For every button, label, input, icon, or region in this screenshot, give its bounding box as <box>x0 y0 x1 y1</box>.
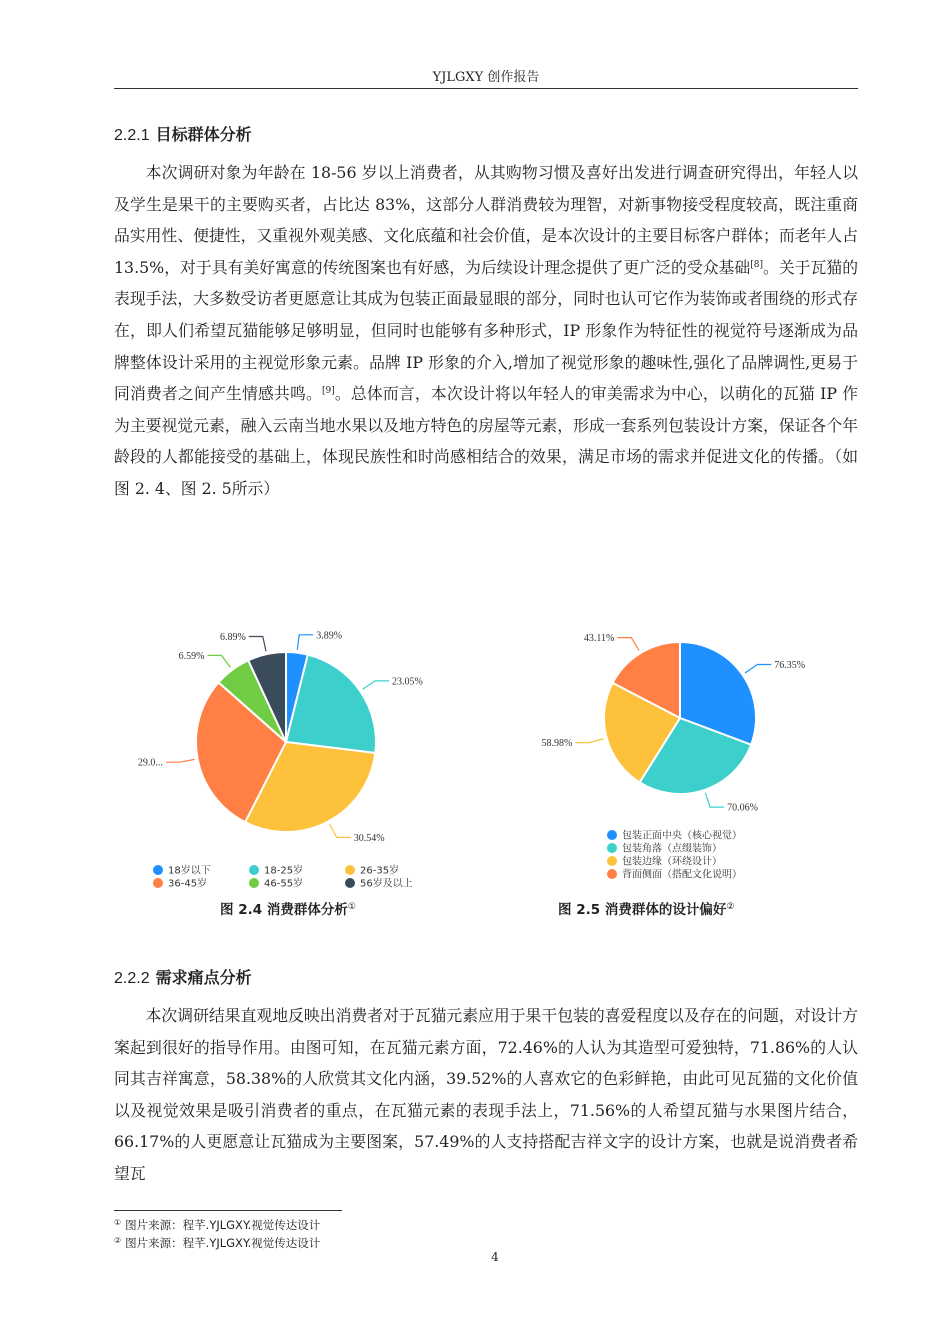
legend-label: 26-35岁 <box>360 865 400 877</box>
footnote-2 <box>114 1235 320 1251</box>
caption-footnote-mark: ① <box>347 902 356 912</box>
paragraph-text: 。关于瓦猫的表现手法，大多数受访者更愿意让其成为包装正面最显眼的部分，同时也认可它作为装饰或者围绕的形式存在，即人们希望瓦猫能够足够明显，但同时也能够有多种形式，IP 形象作为特征性的视觉符号逐渐成为品牌整体设计采用的主视觉形象元素。品牌 IP 形象的介入,增加了视觉形象的趣味性,强化了品牌调性,更易于同消费者之间产生情感共鸣。 <box>114 257 858 404</box>
page-number: 4 <box>491 1250 499 1264</box>
citation-mark: [9] <box>321 386 335 397</box>
legend-label: 56岁及以上 <box>360 878 413 890</box>
section-title-text: 目标群体分析 <box>155 125 252 144</box>
legend-swatch <box>345 878 355 888</box>
pie-leader-line <box>617 638 639 651</box>
legend-swatch <box>153 865 163 875</box>
citation-mark: [8] <box>750 259 763 270</box>
design-preference-pie-svg <box>520 600 840 895</box>
legend-label: 46-55岁 <box>264 878 304 890</box>
pie-leader-line <box>208 655 231 667</box>
design-preference-pie-chart <box>520 600 840 895</box>
legend-label: 背面侧面（搭配文化说明） <box>622 869 742 881</box>
pie-data-label: 29.0... <box>137 757 163 769</box>
pie-data-label: 23.05% <box>392 676 423 688</box>
pie-leader-line <box>575 739 604 743</box>
pie-data-label: 3.89% <box>316 630 343 642</box>
footnote-text: 图片来源：程芊.YJLGXY.视觉传达设计 <box>125 1218 321 1232</box>
legend-swatch <box>607 856 617 866</box>
legend-label: 包装角落（点缀装饰） <box>622 843 722 855</box>
pie-data-label: 43.11% <box>583 633 615 645</box>
section-title-2-2-1 <box>114 122 252 145</box>
caption-text: 图 2.4 消费群体分析 <box>220 902 348 918</box>
footnote-1 <box>114 1217 320 1233</box>
legend-swatch <box>153 878 163 888</box>
legend-label: 包装正面中央（核心视觉） <box>622 830 742 842</box>
pie-data-label: 30.54% <box>353 832 385 844</box>
footnote-rule <box>114 1210 342 1211</box>
pie-data-label: 58.98% <box>541 738 573 750</box>
legend-swatch <box>607 869 617 879</box>
pie-leader-line <box>297 635 313 650</box>
pie-leader-line <box>705 793 724 807</box>
legend-label: 36-45岁 <box>168 878 208 890</box>
legend-swatch <box>345 865 355 875</box>
age-group-pie-chart <box>110 600 450 895</box>
paragraph-text: 本次调研对象为年龄在 18-56 岁以上消费者，从其购物习惯及喜好出发进行调查研究得出，年轻人以及学生是果干的主要购买者，占比达 83%，这部分人群消费较为理智，对新事物接受程度较高，既注重商品实用性、便捷性，又重视外观美感、文化底蕴和社会价值，是本次设计的主要目标客户群体；而老年人占 13.5%，对于具有美好寓意的传统图案也有好感，为后续设计理念提供了更广泛的受众基础 <box>114 163 858 277</box>
caption-footnote-mark: ② <box>726 902 735 912</box>
legend-swatch <box>249 878 259 888</box>
pie-data-label: 6.59% <box>178 650 205 662</box>
legend-swatch <box>607 843 617 853</box>
pie-data-label: 76.35% <box>774 660 806 671</box>
pie-leader-line <box>745 665 771 674</box>
section-title-text: 需求痛点分析 <box>155 968 252 987</box>
figure-caption-2-5 <box>558 898 734 918</box>
legend-label: 18-25岁 <box>264 865 304 877</box>
body-paragraph-2: 本次调研结果直观地反映出消费者对于瓦猫元素应用于果干包装的喜爱程度以及存在的问题，对设计方案起到很好的指导作用。由图可知，在瓦猫元素方面，72.46%的人认为其造型可爱独特，71.86%的人认同其吉祥寓意，58.38%的人欣赏其文化内涵，39.52%的人喜欢它的色彩鲜艳，由此可见瓦猫的文化价值以及视觉效果是吸引消费者的重点，在瓦猫元素的表现手法上，71.56%的人希望瓦猫与水果图片结合，66.17%的人更愿意让瓦猫成为主要图案，57.49%的人支持搭配吉祥文字的设计方案，也就是说消费者希望瓦 <box>114 1006 858 1183</box>
pie-data-label: 70.06% <box>727 802 758 814</box>
header-rule <box>114 88 858 89</box>
footnote-mark: ① <box>114 1218 122 1227</box>
caption-text: 图 2.5 消费群体的设计偏好 <box>558 902 727 918</box>
legend-label: 包装边缘（环绕设计） <box>622 856 722 868</box>
footnote-text: 图片来源：程芊.YJLGXY.视觉传达设计 <box>125 1236 321 1250</box>
body-paragraph-1 <box>114 157 858 505</box>
legend-label: 18岁以下 <box>168 865 211 877</box>
pie-leader-line <box>249 637 266 652</box>
figure-caption-2-4 <box>220 898 356 918</box>
footnote-mark: ② <box>114 1236 122 1245</box>
paragraph-text: 。总体而言，本次设计将以年轻人的审美需求为中心，以萌化的瓦猫 IP 作为主要视觉元素，融入云南当地水果以及地方特色的房屋等元素，形成一套系列包装设计方案，保证各个年龄段的人都能接受的基础上，体现民族性和时尚感相结合的效果，满足市场的需求并促进文化的传播。（如图 2. 4、图 2. 5所示） <box>114 384 858 498</box>
legend-swatch <box>249 865 259 875</box>
age-group-pie-svg <box>110 600 450 895</box>
pie-leader-line <box>166 759 195 762</box>
pie-leader-line <box>363 681 389 689</box>
section-number: 2.2.1 <box>114 127 150 144</box>
section-number: 2.2.2 <box>114 970 150 987</box>
legend-swatch <box>607 830 617 840</box>
pie-data-label: 6.89% <box>219 632 246 643</box>
pie-leader-line <box>330 824 351 837</box>
running-header: YJLGXY 创作报告 <box>432 70 540 85</box>
section-title-2-2-2 <box>114 965 252 988</box>
